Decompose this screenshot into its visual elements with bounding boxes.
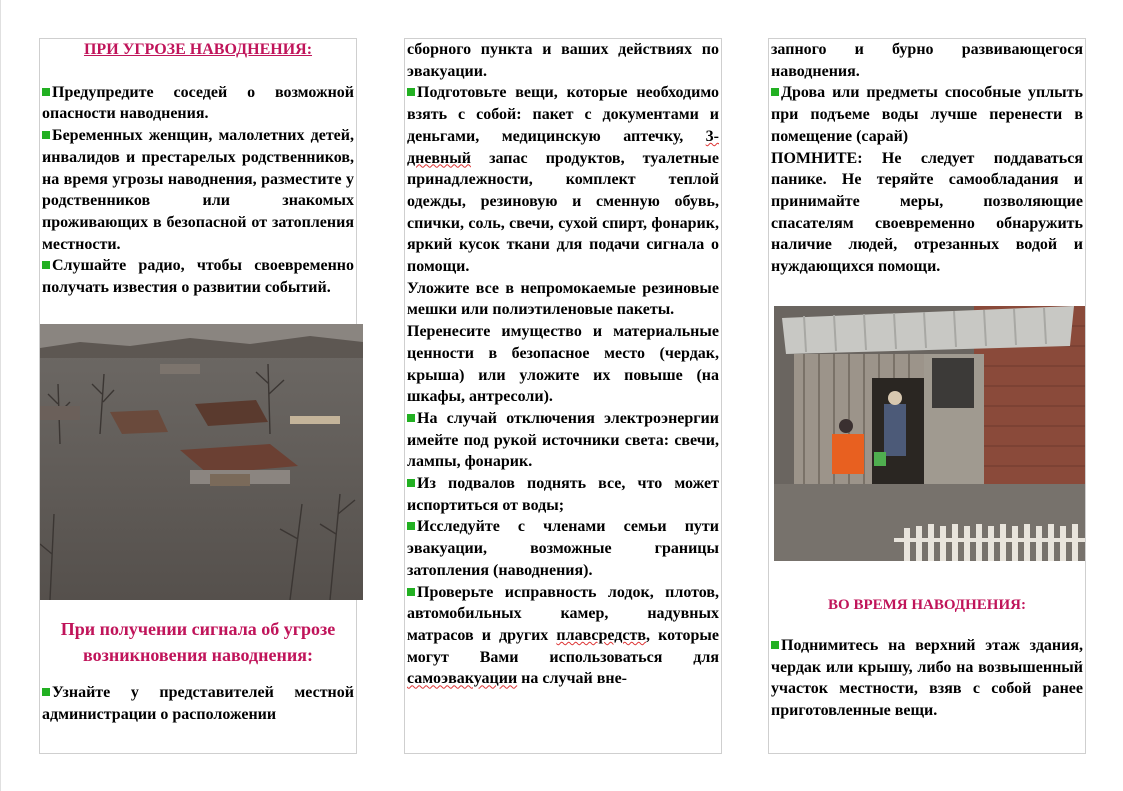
bullet-icon (407, 522, 415, 530)
bullet-icon (42, 131, 50, 139)
paragraph-move-valuables: Перенесите имущество и материальные ценности в безопасное место (чердак, крыша) или уложите их повыше (на шкафы, антресоли). (407, 323, 719, 406)
paragraph-check-boats: Проверьте исправность лодок, плотов, автомобильных камер, надувных матрасов и других плавсредств, которые могут Вами использоваться для самоэвакуации на случай вне- (407, 583, 720, 688)
heading-signal: При получении сигнала об угрозе возникновения наводнения: (60, 619, 336, 665)
paragraph-ask-administration: Узнайте у представителей местной администрации о расположении (42, 684, 354, 723)
paragraph-firewood: Дрова или предметы способные уплыть при подъеме воды лучше перенести в помещение (сарай) (771, 84, 1083, 145)
bullet-icon (42, 261, 50, 269)
bullet-icon (407, 479, 415, 487)
paragraph-evacuation-routes: Исследуйте с членами семьи пути эвакуации, возможные границы затопления (наводнения). (407, 518, 719, 579)
bullet-icon (407, 88, 415, 96)
paragraph-basements: Из подвалов поднять все, что может испортиться от воды; (407, 475, 719, 514)
flooded-village-photo (40, 324, 363, 600)
bullet-icon (771, 641, 779, 649)
bullet-icon (42, 688, 50, 696)
paragraph-evacuation-point: сборного пункта и ваших действиях по эвакуации. (407, 41, 719, 80)
bullet-icon (771, 88, 779, 96)
paragraph-pack-waterproof: Уложите все в непромокаемые резиновые мешки или полиэтиленовые пакеты. (407, 279, 719, 319)
column-3-lower (768, 561, 1086, 754)
bullet-icon (407, 588, 415, 596)
column-2 (404, 38, 722, 754)
paragraph-relocate-vulnerable: Беременных женщин, малолетних детей, инвалидов и престарелых родственников, на время угрозы наводнения, разместите у родственников или знакомых проживающих в безопасной от затопления местности. (42, 127, 354, 253)
rescue-at-shed-photo (774, 306, 1085, 561)
paragraph-prepare-things: Подготовьте вещи, которые необходимо взять с собой: пакет с документами и деньгами, медицинскую аптечку, 3-дневный запас продуктов, туалетные принадлежности, комплект теплой одежды, резиновую и сменную обувь, спички, соль, свечи, сухой спирт, фонарик, яркий кусок ткани для подачи сигнала о помощи. (407, 84, 719, 276)
paragraph-go-upstairs: Поднимитесь на верхний этаж здания, чердак или крышу, либо на возвышенный участок местности, взяв с собой ранее приготовленные вещи. (771, 637, 1083, 720)
paragraph-listen-radio: Слушайте радио, чтобы своевременно получать известия о развитии событий. (42, 257, 354, 297)
paragraph-warn-neighbors: Предупредите соседей о возможной опасности наводнения. (42, 83, 354, 123)
paragraph-sudden-flood: запного и бурно развивающегося наводнения. (771, 41, 1083, 80)
heading-threat: ПРИ УГРОЗЕ НАВОДНЕНИЯ: (83, 41, 313, 58)
paragraph-light-sources: На случай отключения электроэнергии имейте под рукой источники света: свечи, лампы, фонарик. (407, 409, 719, 471)
bullet-icon (407, 414, 415, 422)
paragraph-remember: ПОМНИТЕ: Не следует поддаваться панике. Не теряйте самообладания и принимайте меры, позволяющие спасателям своевременно обнаружить наличие людей, отрезанных водой и нуждающихся помощи. (771, 149, 1083, 276)
page-edge-line (0, 0, 1, 791)
bullet-icon (42, 88, 50, 96)
column-1-lower (39, 600, 357, 754)
heading-during-flood: ВО ВРЕМЯ НАВОДНЕНИЯ: (828, 597, 1026, 613)
